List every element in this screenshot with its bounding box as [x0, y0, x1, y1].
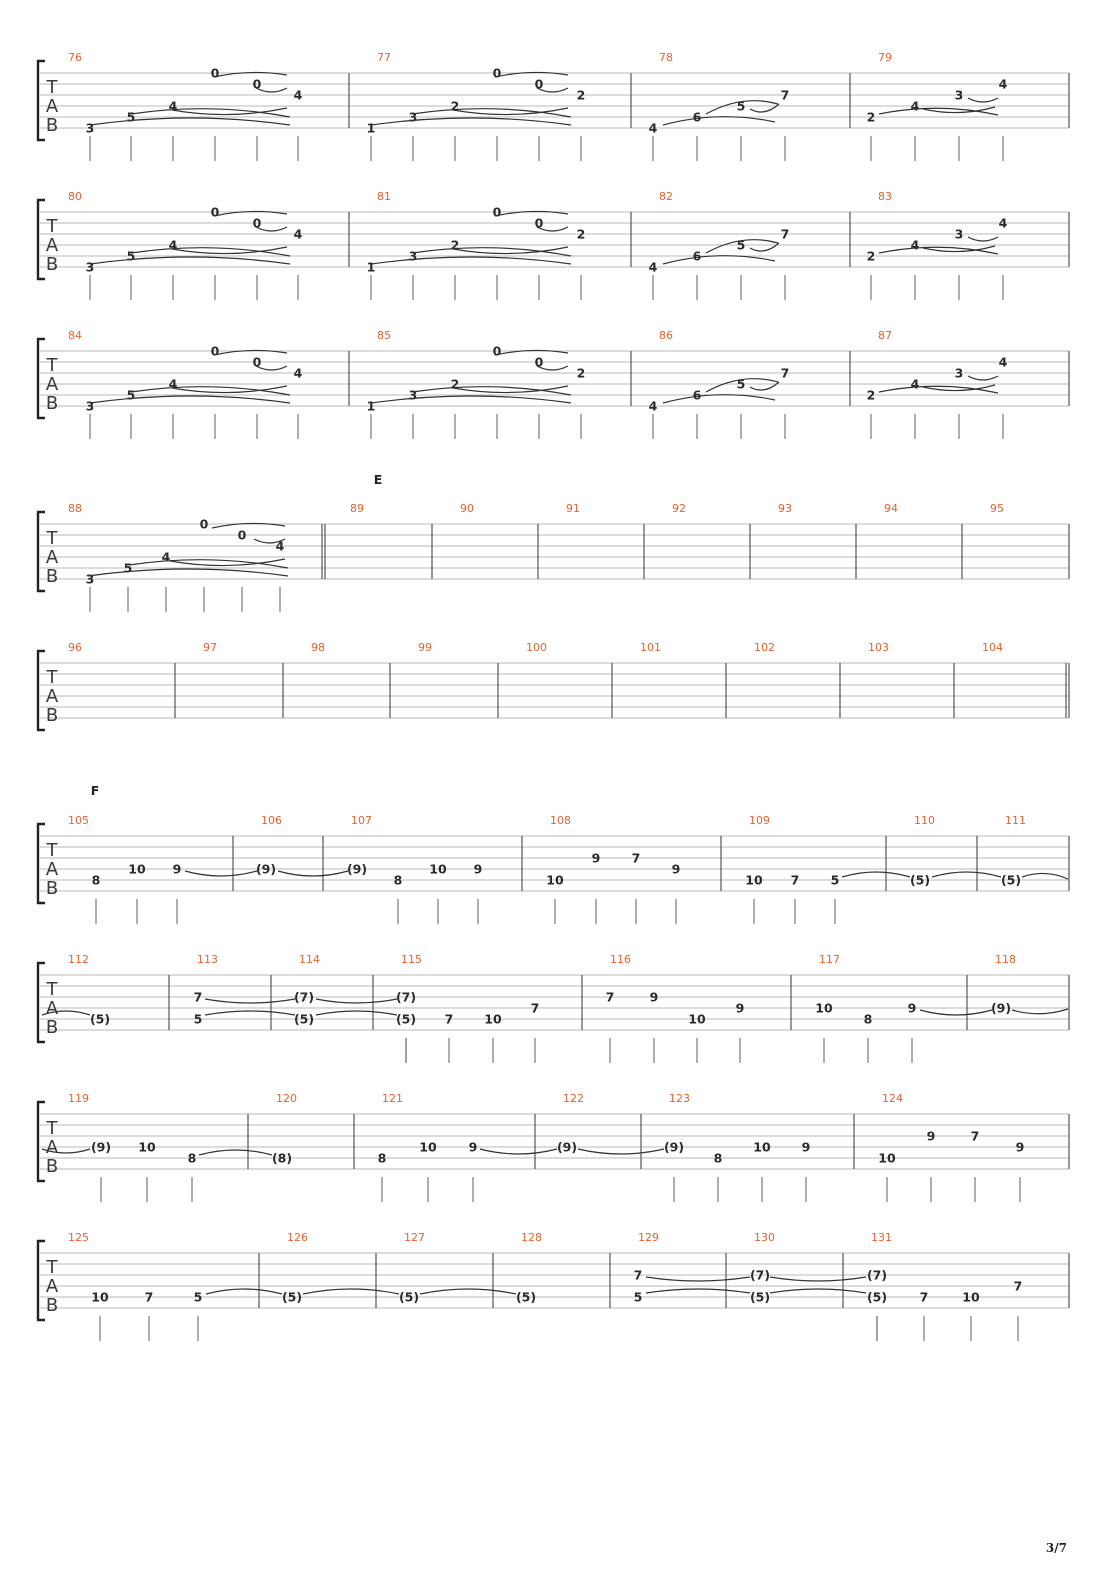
fret-number: 7	[790, 872, 800, 888]
fret-number: 10	[878, 1150, 896, 1166]
tab-system	[38, 51, 1069, 161]
measure-number: 77	[377, 51, 391, 64]
fret-number: 3	[408, 109, 418, 125]
fret-number: 0	[252, 76, 262, 92]
fret-number: 8	[863, 1011, 873, 1027]
fret-number: 9	[473, 861, 483, 877]
measure-number: 105	[68, 814, 89, 827]
fret-number: 1	[366, 398, 376, 414]
fret-number: 0	[492, 343, 502, 359]
tab-clef-letter: A	[45, 1137, 59, 1158]
fret-number: 8	[377, 1150, 387, 1166]
fret-number: 5	[193, 1011, 203, 1027]
tab-clef-letter: T	[46, 528, 58, 549]
tab-clef-letter: B	[45, 1295, 59, 1316]
fret-number: 4	[998, 215, 1008, 231]
fret-number: (7)	[293, 989, 315, 1005]
fret-number: 10	[745, 872, 763, 888]
measure-number: 116	[610, 953, 631, 966]
measure-number: 95	[990, 502, 1004, 515]
measure-number: 97	[203, 641, 217, 654]
fret-number: 3	[408, 248, 418, 264]
fret-number: 0	[210, 65, 220, 81]
section-marker: E	[373, 472, 383, 487]
fret-number: 5	[126, 387, 136, 403]
tab-clef-letter: A	[45, 998, 59, 1019]
fret-number: 2	[866, 248, 876, 264]
tab-clef-letter: B	[45, 1156, 59, 1177]
measure-number: 93	[778, 502, 792, 515]
fret-number: 4	[293, 226, 303, 242]
fret-number: 7	[631, 850, 641, 866]
tab-system	[38, 1231, 1069, 1341]
fret-number: 4	[910, 98, 920, 114]
measure-number: 127	[404, 1231, 425, 1244]
measure-number: 128	[521, 1231, 542, 1244]
fret-number: 10	[688, 1011, 706, 1027]
tie-arc	[131, 387, 290, 395]
tie-arc	[932, 872, 1001, 877]
fret-number: (5)	[395, 1011, 417, 1027]
fret-number: 0	[199, 516, 209, 532]
fret-number: 10	[138, 1139, 156, 1155]
tie-arc	[90, 118, 290, 125]
tie-arc	[968, 237, 998, 241]
fret-number: 7	[780, 365, 790, 381]
fret-number: 9	[671, 861, 681, 877]
fret-number: (7)	[395, 989, 417, 1005]
fret-number: 3	[85, 259, 95, 275]
tie-arc	[205, 999, 295, 1003]
fret-number: 2	[576, 365, 586, 381]
tie-arc	[412, 387, 571, 395]
fret-number: 4	[168, 376, 178, 392]
tab-clef-letter: A	[45, 96, 59, 117]
tie-arc	[1012, 1009, 1068, 1014]
measure-number: 120	[276, 1092, 297, 1105]
tie-arc	[303, 1289, 399, 1294]
measure-number: 88	[68, 502, 82, 515]
fret-number: 0	[492, 204, 502, 220]
tab-clef-letter: A	[45, 686, 59, 707]
fret-number: 6	[692, 387, 702, 403]
measure-number: 102	[754, 641, 775, 654]
fret-number: 2	[576, 87, 586, 103]
fret-number: (5)	[1000, 872, 1022, 888]
measure-number: 99	[418, 641, 432, 654]
tie-arc	[206, 1289, 282, 1294]
tie-arc	[131, 109, 290, 117]
fret-number: (7)	[749, 1267, 771, 1283]
measure-number: 122	[563, 1092, 584, 1105]
measure-number: 112	[68, 953, 89, 966]
measure-number: 90	[460, 502, 474, 515]
tie-arc	[412, 109, 571, 117]
fret-number: 10	[484, 1011, 502, 1027]
tie-arc	[920, 1010, 992, 1015]
fret-number: (5)	[398, 1289, 420, 1305]
tab-clef-letter: B	[45, 566, 59, 587]
fret-number: 4	[648, 259, 658, 275]
tab-system	[38, 783, 1069, 924]
measure-number: 89	[350, 502, 364, 515]
fret-number: 9	[907, 1000, 917, 1016]
measure-number: 104	[982, 641, 1003, 654]
measure-number: 103	[868, 641, 889, 654]
fret-number: 2	[450, 237, 460, 253]
measure-number: 113	[197, 953, 218, 966]
fret-number: 9	[1015, 1139, 1025, 1155]
fret-number: 6	[692, 248, 702, 264]
fret-number: 4	[168, 98, 178, 114]
measure-number: 100	[526, 641, 547, 654]
tie-arc	[578, 1149, 664, 1154]
tab-clef-letter: T	[46, 1118, 58, 1139]
tie-arc	[316, 1011, 397, 1015]
tie-arc	[663, 256, 775, 264]
fret-number: 10	[419, 1139, 437, 1155]
fret-number: 7	[919, 1289, 929, 1305]
fret-number: 10	[91, 1289, 109, 1305]
fret-number: 4	[910, 376, 920, 392]
tie-arc	[750, 243, 779, 251]
fret-number: (5)	[866, 1289, 888, 1305]
fret-number: 0	[534, 354, 544, 370]
tab-system	[38, 190, 1069, 300]
fret-number: 1	[366, 259, 376, 275]
fret-number: 8	[713, 1150, 723, 1166]
measure-number: 87	[878, 329, 892, 342]
fret-number: (9)	[990, 1000, 1012, 1016]
fret-number: 3	[954, 87, 964, 103]
tie-arc	[205, 1011, 295, 1015]
fret-number: (5)	[749, 1289, 771, 1305]
measure-number: 108	[550, 814, 571, 827]
page-number: 3/7	[1045, 1541, 1067, 1555]
tab-clef-letter: B	[45, 393, 59, 414]
measure-number: 115	[401, 953, 422, 966]
tab-clef-letter: B	[45, 115, 59, 136]
fret-number: 9	[801, 1139, 811, 1155]
measure-number: 78	[659, 51, 673, 64]
tab-system	[38, 472, 1069, 612]
fret-number: 9	[926, 1128, 936, 1144]
tie-arc	[185, 871, 257, 876]
tie-arc	[646, 1289, 750, 1293]
tie-arc	[371, 257, 571, 264]
fret-number: 5	[736, 376, 746, 392]
measure-number: 129	[638, 1231, 659, 1244]
fret-number: 9	[591, 850, 601, 866]
tab-clef-letter: A	[45, 859, 59, 880]
tie-arc	[131, 248, 290, 256]
tab-system	[38, 953, 1069, 1063]
measure-number: 80	[68, 190, 82, 203]
measure-number: 119	[68, 1092, 89, 1105]
fret-number: 8	[91, 872, 101, 888]
fret-number: 3	[954, 226, 964, 242]
tab-clef-letter: A	[45, 1276, 59, 1297]
fret-number: 5	[126, 109, 136, 125]
fret-number: 6	[692, 109, 702, 125]
fret-number: 2	[576, 226, 586, 242]
tab-clef-letter: T	[46, 1257, 58, 1278]
measure-number: 107	[351, 814, 372, 827]
fret-number: 5	[736, 237, 746, 253]
measure-number: 121	[382, 1092, 403, 1105]
measure-number: 101	[640, 641, 661, 654]
tie-arc	[1022, 873, 1068, 879]
fret-number: 0	[252, 354, 262, 370]
tab-system	[38, 1092, 1069, 1202]
tab-clef-letter: B	[45, 878, 59, 899]
measure-number: 131	[871, 1231, 892, 1244]
tie-arc	[968, 98, 998, 102]
tie-arc	[480, 1149, 557, 1154]
section-marker: F	[90, 783, 100, 798]
tie-arc	[90, 396, 290, 403]
fret-number: 10	[546, 872, 564, 888]
tab-clef-letter: T	[46, 840, 58, 861]
fret-number: 7	[144, 1289, 154, 1305]
measure-number: 114	[299, 953, 320, 966]
fret-number: 8	[187, 1150, 197, 1166]
tab-clef-letter: T	[46, 979, 58, 1000]
measure-number: 118	[995, 953, 1016, 966]
measure-number: 110	[914, 814, 935, 827]
tie-arc	[316, 999, 397, 1003]
fret-number: 9	[735, 1000, 745, 1016]
fret-number: 10	[962, 1289, 980, 1305]
fret-number: 0	[492, 65, 502, 81]
fret-number: 0	[534, 76, 544, 92]
fret-number: 4	[648, 398, 658, 414]
fret-number: (9)	[556, 1139, 578, 1155]
tie-arc	[90, 257, 290, 264]
tie-arc	[842, 872, 910, 877]
tab-clef-letter: B	[45, 705, 59, 726]
tie-arc	[371, 396, 571, 403]
measure-number: 82	[659, 190, 673, 203]
tab-system	[38, 641, 1069, 730]
fret-number: 5	[830, 872, 840, 888]
fret-number: (9)	[90, 1139, 112, 1155]
fret-number: 7	[530, 1000, 540, 1016]
tab-clef-letter: T	[46, 355, 58, 376]
fret-number: 4	[275, 538, 285, 554]
fret-number: 5	[126, 248, 136, 264]
measure-number: 124	[882, 1092, 903, 1105]
fret-number: 5	[633, 1289, 643, 1305]
measure-number: 130	[754, 1231, 775, 1244]
tab-system	[38, 329, 1069, 439]
fret-number: 7	[1013, 1278, 1023, 1294]
measure-number: 94	[884, 502, 898, 515]
fret-number: 4	[648, 120, 658, 136]
fret-number: 5	[193, 1289, 203, 1305]
fret-number: 7	[970, 1128, 980, 1144]
fret-number: 7	[605, 989, 615, 1005]
fret-number: 10	[815, 1000, 833, 1016]
fret-number: (9)	[663, 1139, 685, 1155]
fret-number: (7)	[866, 1267, 888, 1283]
fret-number: 3	[408, 387, 418, 403]
fret-number: 4	[998, 354, 1008, 370]
fret-number: 8	[393, 872, 403, 888]
fret-number: (5)	[89, 1011, 111, 1027]
tie-arc	[420, 1289, 516, 1294]
measure-number: 98	[311, 641, 325, 654]
measure-number: 84	[68, 329, 82, 342]
fret-number: 4	[293, 365, 303, 381]
fret-number: 0	[237, 527, 247, 543]
fret-number: 7	[780, 87, 790, 103]
fret-number: (5)	[293, 1011, 315, 1027]
measure-number: 79	[878, 51, 892, 64]
measure-number: 125	[68, 1231, 89, 1244]
tie-arc	[88, 569, 288, 576]
tab-clef-letter: T	[46, 77, 58, 98]
fret-number: 0	[210, 343, 220, 359]
fret-number: 5	[736, 98, 746, 114]
tie-arc	[663, 117, 775, 125]
measure-number: 92	[672, 502, 686, 515]
measure-number: 81	[377, 190, 391, 203]
tab-clef-letter: A	[45, 374, 59, 395]
measure-number: 83	[878, 190, 892, 203]
fret-number: 9	[468, 1139, 478, 1155]
tie-arc	[750, 382, 779, 390]
fret-number: 4	[168, 237, 178, 253]
tie-arc	[129, 560, 288, 568]
fret-number: 9	[172, 861, 182, 877]
fret-number: 1	[366, 120, 376, 136]
tab-clef-letter: T	[46, 216, 58, 237]
tab-clef-letter: B	[45, 254, 59, 275]
tie-arc	[371, 118, 571, 125]
fret-number: 7	[780, 226, 790, 242]
fret-number: 7	[193, 989, 203, 1005]
fret-number: (9)	[346, 861, 368, 877]
fret-number: 0	[534, 215, 544, 231]
tie-arc	[663, 395, 775, 403]
fret-number: 10	[429, 861, 447, 877]
fret-number: (9)	[255, 861, 277, 877]
fret-number: (5)	[281, 1289, 303, 1305]
tie-arc	[968, 376, 998, 380]
tie-arc	[199, 1150, 272, 1155]
fret-number: (8)	[271, 1150, 293, 1166]
tab-clef-letter: A	[45, 235, 59, 256]
tie-arc	[412, 248, 571, 256]
measure-number: 109	[749, 814, 770, 827]
fret-number: 7	[633, 1267, 643, 1283]
fret-number: 4	[910, 237, 920, 253]
fret-number: 10	[753, 1139, 771, 1155]
measure-number: 86	[659, 329, 673, 342]
measure-number: 106	[261, 814, 282, 827]
fret-number: 2	[866, 109, 876, 125]
fret-number: 7	[444, 1011, 454, 1027]
fret-number: 9	[649, 989, 659, 1005]
tie-arc	[770, 1277, 866, 1281]
tie-arc	[278, 871, 348, 876]
tie-arc	[770, 1289, 866, 1293]
tie-arc	[750, 104, 779, 112]
tab-clef-letter: B	[45, 1017, 59, 1038]
fret-number: 2	[450, 376, 460, 392]
measure-number: 126	[287, 1231, 308, 1244]
fret-number: 4	[998, 76, 1008, 92]
fret-number: 3	[85, 398, 95, 414]
fret-number: (5)	[515, 1289, 537, 1305]
measure-number: 96	[68, 641, 82, 654]
tab-clef-letter: A	[45, 547, 59, 568]
measure-number: 117	[819, 953, 840, 966]
measure-number: 91	[566, 502, 580, 515]
fret-number: 3	[85, 571, 95, 587]
fret-number: 3	[85, 120, 95, 136]
tab-clef-letter: T	[46, 667, 58, 688]
fret-number: 4	[161, 549, 171, 565]
fret-number: (5)	[909, 872, 931, 888]
fret-number: 0	[210, 204, 220, 220]
fret-number: 4	[293, 87, 303, 103]
fret-number: 2	[450, 98, 460, 114]
measure-number: 123	[669, 1092, 690, 1105]
fret-number: 5	[123, 560, 133, 576]
measure-number: 85	[377, 329, 391, 342]
fret-number: 3	[954, 365, 964, 381]
fret-number: 0	[252, 215, 262, 231]
fret-number: 10	[128, 861, 146, 877]
fret-number: 2	[866, 387, 876, 403]
tie-arc	[646, 1277, 750, 1281]
measure-number: 111	[1005, 814, 1026, 827]
measure-number: 76	[68, 51, 82, 64]
